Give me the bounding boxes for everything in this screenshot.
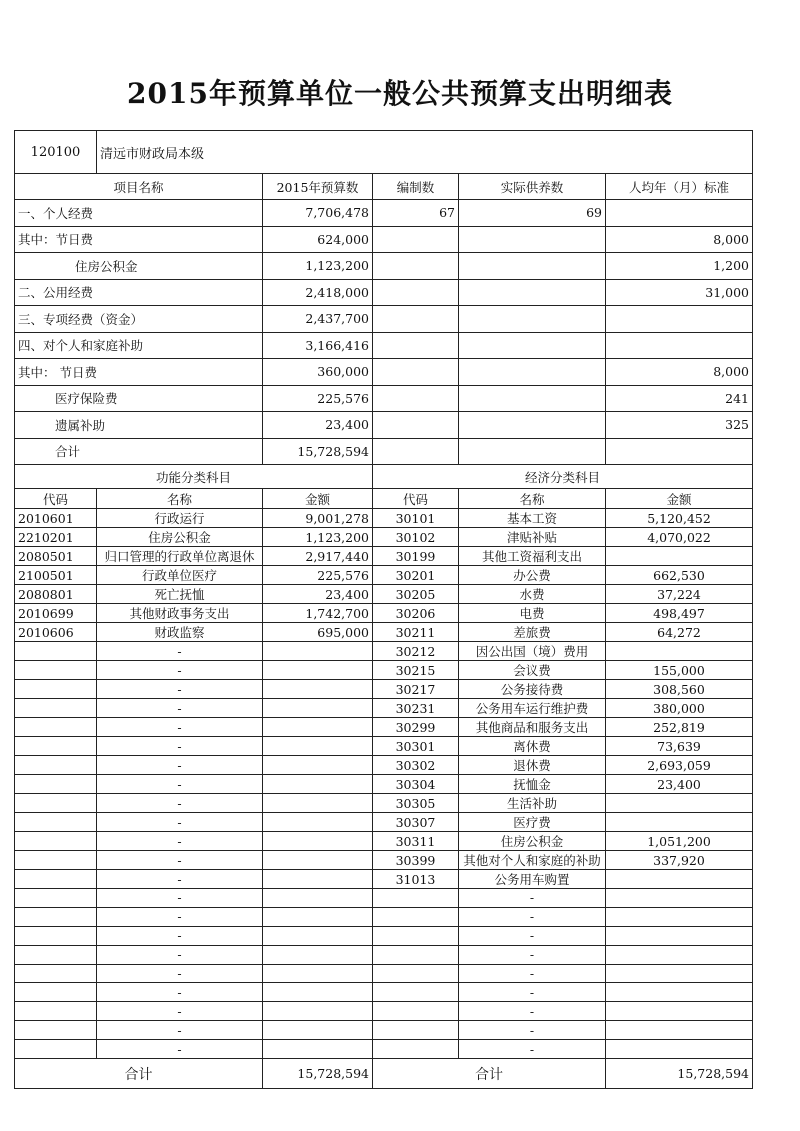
economic-name: 公务用车运行维护费: [459, 699, 606, 718]
functional-total-amount: 15,728,594: [263, 1059, 373, 1089]
functional-name: -: [97, 642, 263, 661]
summary-budget: 3,166,416: [263, 332, 373, 359]
summary-staff: [373, 332, 459, 359]
functional-amount: [263, 642, 373, 661]
functional-amount: 225,576: [263, 566, 373, 585]
economic-section-header: 经济分类科目: [373, 465, 753, 489]
summary-item-name: 二、公用经费: [15, 279, 263, 306]
economic-code: 30399: [373, 851, 459, 870]
economic-code-header: 代码: [373, 489, 459, 509]
summary-row: [15, 306, 753, 333]
summary-staff: 67: [373, 200, 459, 227]
detail-row: [15, 889, 753, 908]
economic-amount: 662,530: [606, 566, 753, 585]
economic-name: 医疗费: [459, 813, 606, 832]
economic-amount: 64,272: [606, 623, 753, 642]
summary-row: [15, 438, 753, 465]
summary-actual: 69: [459, 200, 606, 227]
summary-budget: 2,418,000: [263, 279, 373, 306]
functional-name: -: [97, 889, 263, 908]
summary-budget: 2,437,700: [263, 306, 373, 333]
functional-amount: [263, 964, 373, 983]
economic-amount: 1,051,200: [606, 832, 753, 851]
functional-amount: [263, 945, 373, 964]
economic-name: -: [459, 907, 606, 926]
summary-staff: [373, 385, 459, 412]
economic-code: [373, 889, 459, 908]
summary-header-item: 项目名称: [15, 174, 263, 200]
summary-header-row: [15, 174, 753, 200]
detail-row: [15, 699, 753, 718]
functional-name: -: [97, 851, 263, 870]
unit-name: 清远市财政局本级: [97, 131, 753, 174]
budget-table: [14, 130, 753, 1089]
detail-row: [15, 642, 753, 661]
summary-item-name: 四、对个人和家庭补助: [15, 332, 263, 359]
functional-code: 2010606: [15, 623, 97, 642]
detail-row: [15, 566, 753, 585]
functional-code: 2210201: [15, 528, 97, 547]
summary-actual: [459, 253, 606, 280]
summary-item-name: 住房公积金: [15, 253, 263, 280]
functional-code: 2010699: [15, 604, 97, 623]
economic-amount: [606, 547, 753, 566]
economic-code: 30102: [373, 528, 459, 547]
functional-code: [15, 737, 97, 756]
summary-staff: [373, 359, 459, 386]
summary-row: [15, 332, 753, 359]
functional-name: -: [97, 870, 263, 889]
summary-budget: 624,000: [263, 226, 373, 253]
summary-actual: [459, 438, 606, 465]
economic-amount: [606, 1002, 753, 1021]
summary-standard: [606, 306, 753, 333]
functional-code: [15, 926, 97, 945]
functional-amount: [263, 1040, 373, 1059]
economic-amount: 73,639: [606, 737, 753, 756]
functional-name: -: [97, 661, 263, 680]
summary-row: [15, 226, 753, 253]
functional-code: [15, 851, 97, 870]
economic-name: 离休费: [459, 737, 606, 756]
functional-name: -: [97, 907, 263, 926]
summary-header-budget: 2015年预算数: [263, 174, 373, 200]
summary-staff: [373, 306, 459, 333]
summary-header-staff: 编制数: [373, 174, 459, 200]
detail-row: [15, 661, 753, 680]
summary-standard: [606, 200, 753, 227]
summary-staff: [373, 253, 459, 280]
detail-row: [15, 851, 753, 870]
economic-amount: [606, 926, 753, 945]
summary-item-name: 遗属补助: [15, 412, 263, 439]
economic-name: -: [459, 926, 606, 945]
economic-name: 抚恤金: [459, 775, 606, 794]
detail-row: [15, 604, 753, 623]
functional-code: [15, 1040, 97, 1059]
economic-code: 30206: [373, 604, 459, 623]
economic-code: 30231: [373, 699, 459, 718]
economic-code: 30307: [373, 813, 459, 832]
functional-amount: 695,000: [263, 623, 373, 642]
summary-standard: 1,200: [606, 253, 753, 280]
summary-item-name: 其中： 节日费: [15, 359, 263, 386]
summary-item-name: 一、个人经费: [15, 200, 263, 227]
economic-amount: [606, 983, 753, 1002]
summary-standard: 325: [606, 412, 753, 439]
economic-name: -: [459, 889, 606, 908]
functional-code: [15, 1002, 97, 1021]
economic-amount: 4,070,022: [606, 528, 753, 547]
functional-code: [15, 699, 97, 718]
unit-row: [15, 131, 753, 174]
functional-name: -: [97, 775, 263, 794]
economic-amount: 23,400: [606, 775, 753, 794]
page-title: 2015年预算单位一般公共预算支出明细表: [127, 77, 673, 110]
economic-code: 31013: [373, 870, 459, 889]
economic-code: 30215: [373, 661, 459, 680]
functional-amount: [263, 889, 373, 908]
functional-name: -: [97, 680, 263, 699]
functional-code: [15, 794, 97, 813]
functional-name: -: [97, 945, 263, 964]
detail-row: [15, 528, 753, 547]
economic-code: 30301: [373, 737, 459, 756]
functional-amount: 23,400: [263, 585, 373, 604]
economic-name: -: [459, 1040, 606, 1059]
economic-total-label: 合计: [373, 1059, 606, 1089]
economic-code: 30302: [373, 756, 459, 775]
economic-name: 水费: [459, 585, 606, 604]
summary-item-name: 其中：节日费: [15, 226, 263, 253]
economic-amount: 37,224: [606, 585, 753, 604]
summary-standard: 8,000: [606, 226, 753, 253]
summary-row: [15, 359, 753, 386]
economic-code: 30201: [373, 566, 459, 585]
section-header-row: [15, 465, 753, 489]
summary-standard: 8,000: [606, 359, 753, 386]
economic-name: 生活补助: [459, 794, 606, 813]
summary-header-actual: 实际供养数: [459, 174, 606, 200]
summary-staff: [373, 412, 459, 439]
economic-code: [373, 945, 459, 964]
detail-row: [15, 907, 753, 926]
economic-amount: [606, 964, 753, 983]
economic-amount-header: 金额: [606, 489, 753, 509]
summary-budget: 23,400: [263, 412, 373, 439]
economic-amount: 155,000: [606, 661, 753, 680]
economic-amount: [606, 945, 753, 964]
functional-code: [15, 870, 97, 889]
summary-actual: [459, 332, 606, 359]
economic-code: 30311: [373, 832, 459, 851]
detail-row: [15, 547, 753, 566]
functional-code: [15, 907, 97, 926]
summary-budget: 225,576: [263, 385, 373, 412]
economic-code: 30205: [373, 585, 459, 604]
economic-amount: 2,693,059: [606, 756, 753, 775]
economic-name-header: 名称: [459, 489, 606, 509]
economic-amount: [606, 642, 753, 661]
economic-name: 办公费: [459, 566, 606, 585]
functional-name: 归口管理的行政单位离退休: [97, 547, 263, 566]
summary-staff: [373, 226, 459, 253]
summary-row: [15, 385, 753, 412]
summary-standard: 31,000: [606, 279, 753, 306]
functional-code: 2010601: [15, 509, 97, 528]
summary-row: [15, 200, 753, 227]
functional-section-header: 功能分类科目: [15, 465, 373, 489]
functional-code: [15, 813, 97, 832]
functional-name: -: [97, 926, 263, 945]
economic-name: 津贴补贴: [459, 528, 606, 547]
totals-row: [15, 1059, 753, 1089]
functional-amount: [263, 737, 373, 756]
summary-row: [15, 253, 753, 280]
economic-code: [373, 1040, 459, 1059]
economic-amount: [606, 870, 753, 889]
functional-name: -: [97, 964, 263, 983]
detail-row: [15, 870, 753, 889]
unit-code: 120100: [15, 131, 97, 174]
detail-row: [15, 680, 753, 699]
summary-staff: [373, 438, 459, 465]
summary-item-name: 合计: [15, 438, 263, 465]
functional-total-label: 合计: [15, 1059, 263, 1089]
economic-total-amount: 15,728,594: [606, 1059, 753, 1089]
economic-code: 30305: [373, 794, 459, 813]
functional-amount: 9,001,278: [263, 509, 373, 528]
functional-amount: [263, 813, 373, 832]
functional-amount: [263, 1002, 373, 1021]
economic-amount: [606, 794, 753, 813]
economic-name: 差旅费: [459, 623, 606, 642]
functional-code: [15, 718, 97, 737]
detail-row: [15, 1040, 753, 1059]
economic-code: [373, 926, 459, 945]
functional-code: 2100501: [15, 566, 97, 585]
functional-amount-header: 金额: [263, 489, 373, 509]
functional-amount: [263, 832, 373, 851]
functional-code: [15, 945, 97, 964]
summary-budget: 1,123,200: [263, 253, 373, 280]
functional-code: [15, 889, 97, 908]
economic-name: 电费: [459, 604, 606, 623]
functional-amount: [263, 907, 373, 926]
functional-code: 2080501: [15, 547, 97, 566]
functional-amount: 1,742,700: [263, 604, 373, 623]
functional-name: -: [97, 832, 263, 851]
economic-amount: 337,920: [606, 851, 753, 870]
functional-name: -: [97, 718, 263, 737]
economic-name: -: [459, 983, 606, 1002]
functional-name: -: [97, 1002, 263, 1021]
summary-budget: 7,706,478: [263, 200, 373, 227]
functional-amount: [263, 661, 373, 680]
economic-code: 30217: [373, 680, 459, 699]
summary-budget: 360,000: [263, 359, 373, 386]
summary-standard: [606, 438, 753, 465]
functional-code: [15, 964, 97, 983]
economic-code: 30299: [373, 718, 459, 737]
functional-name: -: [97, 737, 263, 756]
functional-amount: [263, 699, 373, 718]
economic-amount: [606, 813, 753, 832]
functional-name: 行政单位医疗: [97, 566, 263, 585]
economic-code: [373, 964, 459, 983]
detail-row: [15, 813, 753, 832]
functional-amount: [263, 680, 373, 699]
economic-name: -: [459, 1002, 606, 1021]
economic-name: 其他工资福利支出: [459, 547, 606, 566]
detail-row: [15, 585, 753, 604]
functional-name: -: [97, 1040, 263, 1059]
economic-name: -: [459, 964, 606, 983]
summary-actual: [459, 226, 606, 253]
functional-code: [15, 661, 97, 680]
summary-standard: 241: [606, 385, 753, 412]
summary-actual: [459, 306, 606, 333]
functional-name-header: 名称: [97, 489, 263, 509]
economic-name: -: [459, 945, 606, 964]
functional-amount: [263, 794, 373, 813]
functional-amount: [263, 983, 373, 1002]
economic-name: 其他商品和服务支出: [459, 718, 606, 737]
functional-code: [15, 1021, 97, 1040]
detail-row: [15, 775, 753, 794]
functional-code: [15, 983, 97, 1002]
detail-row: [15, 945, 753, 964]
economic-name: 会议费: [459, 661, 606, 680]
summary-actual: [459, 279, 606, 306]
economic-name: 公务接待费: [459, 680, 606, 699]
functional-name: -: [97, 813, 263, 832]
economic-amount: 308,560: [606, 680, 753, 699]
summary-row: [15, 279, 753, 306]
functional-amount: [263, 775, 373, 794]
functional-code: [15, 642, 97, 661]
detail-row: [15, 737, 753, 756]
summary-header-standard: 人均年（月）标准: [606, 174, 753, 200]
summary-item-name: 医疗保险费: [15, 385, 263, 412]
functional-name: 死亡抚恤: [97, 585, 263, 604]
economic-code: [373, 1021, 459, 1040]
economic-amount: 252,819: [606, 718, 753, 737]
economic-name: 因公出国（境）费用: [459, 642, 606, 661]
economic-name: 住房公积金: [459, 832, 606, 851]
functional-name: -: [97, 1021, 263, 1040]
functional-amount: 1,123,200: [263, 528, 373, 547]
summary-budget: 15,728,594: [263, 438, 373, 465]
functional-name: -: [97, 699, 263, 718]
detail-row: [15, 832, 753, 851]
functional-code: [15, 756, 97, 775]
functional-code: [15, 832, 97, 851]
functional-amount: [263, 926, 373, 945]
detail-row: [15, 509, 753, 528]
functional-amount: [263, 756, 373, 775]
economic-amount: 380,000: [606, 699, 753, 718]
functional-code-header: 代码: [15, 489, 97, 509]
summary-row: [15, 412, 753, 439]
economic-code: 30212: [373, 642, 459, 661]
economic-name: -: [459, 1021, 606, 1040]
economic-code: [373, 907, 459, 926]
detail-row: [15, 983, 753, 1002]
summary-staff: [373, 279, 459, 306]
functional-name: 行政运行: [97, 509, 263, 528]
summary-actual: [459, 359, 606, 386]
functional-name: -: [97, 794, 263, 813]
economic-code: 30199: [373, 547, 459, 566]
summary-actual: [459, 385, 606, 412]
economic-amount: [606, 1040, 753, 1059]
functional-code: [15, 775, 97, 794]
detail-row: [15, 1021, 753, 1040]
detail-row: [15, 623, 753, 642]
summary-actual: [459, 412, 606, 439]
functional-amount: [263, 718, 373, 737]
economic-amount: 498,497: [606, 604, 753, 623]
detail-row: [15, 794, 753, 813]
economic-code: 30101: [373, 509, 459, 528]
economic-amount: [606, 907, 753, 926]
functional-name: 住房公积金: [97, 528, 263, 547]
functional-amount: 2,917,440: [263, 547, 373, 566]
economic-code: 30304: [373, 775, 459, 794]
economic-name: 退休费: [459, 756, 606, 775]
detail-row: [15, 756, 753, 775]
economic-name: 基本工资: [459, 509, 606, 528]
summary-item-name: 三、专项经费（资金）: [15, 306, 263, 333]
detail-row: [15, 718, 753, 737]
economic-name: 其他对个人和家庭的补助: [459, 851, 606, 870]
economic-code: [373, 983, 459, 1002]
economic-amount: [606, 889, 753, 908]
detail-header-row: [15, 489, 753, 509]
economic-code: [373, 1002, 459, 1021]
economic-amount: [606, 1021, 753, 1040]
detail-row: [15, 1002, 753, 1021]
functional-name: -: [97, 756, 263, 775]
economic-code: 30211: [373, 623, 459, 642]
functional-code: [15, 680, 97, 699]
functional-name: 财政监察: [97, 623, 263, 642]
detail-row: [15, 926, 753, 945]
summary-standard: [606, 332, 753, 359]
economic-name: 公务用车购置: [459, 870, 606, 889]
detail-row: [15, 964, 753, 983]
functional-amount: [263, 1021, 373, 1040]
functional-name: 其他财政事务支出: [97, 604, 263, 623]
functional-amount: [263, 870, 373, 889]
functional-code: 2080801: [15, 585, 97, 604]
functional-amount: [263, 851, 373, 870]
economic-amount: 5,120,452: [606, 509, 753, 528]
functional-name: -: [97, 983, 263, 1002]
